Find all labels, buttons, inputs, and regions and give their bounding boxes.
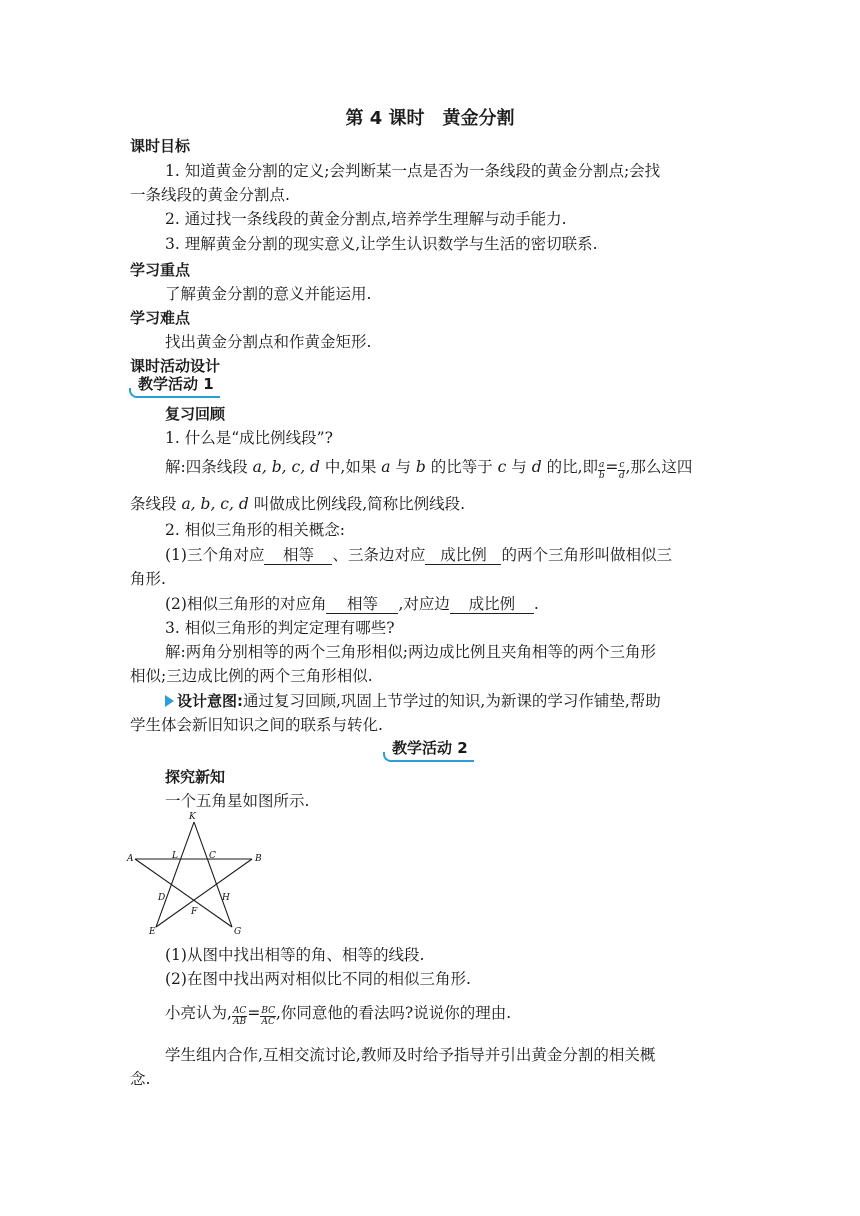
- question-2: 2. 相似三角形的相关概念:: [165, 521, 345, 539]
- text: 条线段: [130, 495, 182, 513]
- question-3: 3. 相似三角形的判定定理有哪些?: [165, 619, 395, 637]
- answer-3-line-1: 解:两角分别相等的两个三角形相似;两边成比例且夹角相等的两个三角形: [165, 643, 656, 661]
- review-heading: 复习回顾: [165, 405, 226, 423]
- fill-blank: 成比例: [425, 546, 501, 565]
- group-note-cont: 念.: [130, 1070, 151, 1088]
- star-edge: [156, 859, 252, 927]
- text: (2)相似三角形的对应角: [165, 595, 327, 613]
- task-2: (2)在图中找出两对相似比不同的相似三角形.: [165, 970, 471, 988]
- triangle-marker-icon: [165, 695, 174, 707]
- design-intent: [165, 690, 730, 712]
- difficulties-text: 找出黄金分割点和作黄金矩形.: [165, 333, 372, 351]
- question-2-2: [165, 593, 730, 615]
- fill-blank: 成比例: [450, 595, 534, 614]
- answer-1-line-2: [130, 493, 730, 515]
- design-heading: 课时活动设计: [130, 357, 221, 375]
- star-intro: 一个五角星如图所示.: [165, 792, 310, 810]
- group-note: 学生组内合作,互相交流讨论,教师及时给予指导并引出黄金分割的相关概: [165, 1046, 656, 1064]
- var-b: b: [415, 458, 426, 476]
- point-label-f: F: [191, 907, 198, 917]
- intent-label: 设计意图:: [177, 692, 243, 710]
- fill-blank: 相等: [264, 546, 332, 565]
- text: 解:四条线段: [165, 458, 253, 476]
- answer-1-line-1: 解:四条线段 a, b, c, d 中,如果 a 与 b 的比等于 c 与 d 的比,即 $\frac{a}{b}$ = $\frac{c}{d}$ ,那么这四: [165, 458, 693, 481]
- fraction-a-over-b: $\frac{a}{b}$: [598, 460, 605, 481]
- activity-2-badge: 教学活动 2: [386, 738, 474, 760]
- fraction-c-over-d: $\frac{c}{d}$: [619, 460, 625, 481]
- segment-vars: a, b, c, d: [252, 458, 320, 476]
- answer-3-line-2: 相似;三边成比例的两个三角形相似.: [130, 667, 373, 685]
- text: 与: [506, 458, 532, 476]
- page-title: 第 4 课时 黄金分割: [345, 108, 515, 129]
- point-label-g: G: [234, 927, 242, 937]
- star-edge: [156, 822, 194, 927]
- var-c: c: [497, 458, 507, 476]
- var-d: d: [531, 458, 542, 476]
- task-3: 小亮认为, $\frac{AC}{AB}$ = $\frac{BC}{AC}$ ,你同意他的看法吗?说说你的理由.: [165, 1004, 512, 1027]
- segment-vars: a, b, c, d: [181, 495, 249, 513]
- question-2-1-cont: 角形.: [130, 570, 166, 588]
- star-edge: [194, 822, 232, 927]
- task-1: (1)从图中找出相等的角、相等的线段.: [165, 946, 425, 964]
- text: 叫做成比例线段,简称比例线段.: [248, 495, 466, 513]
- text: ,你同意他的看法吗?说说你的理由.: [276, 1004, 512, 1022]
- text: 的比,即: [541, 458, 599, 476]
- explore-heading: 探究新知: [165, 768, 226, 786]
- text: 的两个三角形叫做相似三: [501, 546, 672, 564]
- key-points-text: 了解黄金分割的意义并能运用.: [165, 285, 372, 303]
- text: 与: [390, 458, 416, 476]
- activity-1-badge: 教学活动 1: [132, 374, 220, 396]
- point-label-k: K: [189, 812, 196, 822]
- five-pointed-star-figure: [125, 806, 270, 938]
- design-intent-cont: 学生体会新旧知识之间的联系与转化.: [130, 716, 383, 734]
- text: (1)三个角对应: [165, 546, 265, 564]
- goals-heading: 课时目标: [130, 137, 191, 155]
- point-label-d: D: [158, 893, 166, 903]
- point-label-a: A: [127, 854, 134, 864]
- point-label-b: B: [255, 854, 262, 864]
- question-1: 1. 什么是“成比例线段”?: [165, 429, 333, 447]
- fraction-bc-over-ac: $\frac{BC}{AC}$: [261, 1006, 275, 1027]
- fill-blank: 相等: [326, 595, 398, 614]
- fraction-ac-over-ab: $\frac{AC}{AB}$: [232, 1006, 247, 1027]
- point-label-l: L: [172, 851, 178, 861]
- star-edge: [135, 859, 232, 927]
- text: ,对应边: [398, 595, 450, 613]
- text: ,那么这四: [625, 458, 693, 476]
- text: 小亮认为,: [165, 1004, 232, 1022]
- intent-text: 通过复习回顾,巩固上节学过的知识,为新课的学习作铺垫,帮助: [243, 692, 661, 710]
- goal-item-2: 2. 通过找一条线段的黄金分割点,培养学生理解与动手能力.: [165, 210, 567, 228]
- question-2-1: [165, 544, 730, 566]
- point-label-c: C: [209, 851, 216, 861]
- text: 中,如果: [319, 458, 382, 476]
- point-label-e: E: [149, 927, 156, 937]
- key-points-heading: 学习重点: [130, 261, 191, 279]
- text: .: [533, 595, 539, 613]
- goal-item-3: 3. 理解黄金分割的现实意义,让学生认识数学与生活的密切联系.: [165, 235, 598, 253]
- text: 、三条边对应: [332, 546, 426, 564]
- difficulties-heading: 学习难点: [130, 309, 191, 327]
- goal-item-1: 1. 知道黄金分割的定义;会判断某一点是否为一条线段的黄金分割点;会找: [165, 162, 661, 180]
- text: 的比等于: [425, 458, 498, 476]
- goal-item-1-cont: 一条线段的黄金分割点.: [130, 186, 290, 204]
- point-label-h: H: [222, 893, 230, 903]
- var-a: a: [381, 458, 391, 476]
